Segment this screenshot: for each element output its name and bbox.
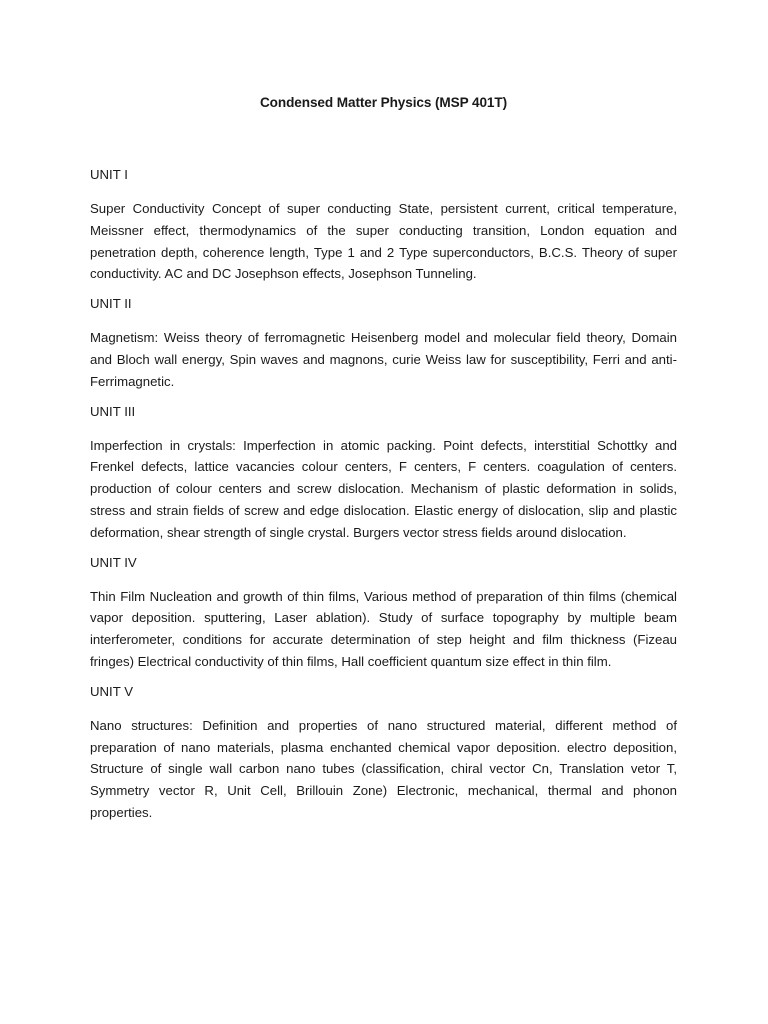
document-title: Condensed Matter Physics (MSP 401T)	[259, 95, 508, 110]
unit-heading: UNIT V	[90, 683, 133, 699]
unit-body: Nano structures: Definition and properties of nano structured material, different method of preparation of nano materials, plasma enchanted chemical vapor deposition. electro deposition, Structure of single wall carbon nano tubes (classification, chiral vector Cn, Translation vetor T, Symmetry vector R, Unit Cell, Brillouin Zone) Electronic, mechanical, thermal and phonon properties.	[90, 717, 677, 820]
unit-heading: UNIT IV	[90, 554, 137, 570]
unit-section-2	[90, 295, 677, 392]
unit-heading: UNIT II	[90, 296, 132, 312]
document-page	[90, 94, 677, 834]
unit-section-4	[90, 554, 677, 673]
unit-heading: UNIT I	[90, 167, 128, 182]
unit-section-5	[90, 683, 677, 824]
unit-section-1	[90, 166, 677, 285]
unit-section-3	[90, 403, 677, 544]
unit-body: Imperfection in crystals: Imperfection in atomic packing. Point defects, interstitial Schottky and Frenkel defects, lattice vacancies colour centers, F centers, F centers. coagulation of centers. production of colour centers and screw dislocation. Mechanism of plastic deformation in solids, stress and strain fields of screw and edge dislocation. Elastic energy of dislocation, slip and plastic deformation, shear strength of single crystal. Burgers vector stress fields around dislocation.	[90, 437, 677, 540]
unit-body: Magnetism: Weiss theory of ferromagnetic Heisenberg model and molecular field theory, Domain and Bloch wall energy, Spin waves and magnons, curie Weiss law for susceptibility, Ferri and anti-Ferrimagnetic.	[90, 330, 677, 389]
unit-body: Thin Film Nucleation and growth of thin films, Various method of preparation of thin films (chemical vapor deposition. sputtering, Laser ablation). Study of surface topography by multiple beam interferometer, conditions for accurate determination of step height and film thickness (Fizeau fringes) Electrical conductivity of thin films, Hall coefficient quantum size effect in thin film.	[90, 588, 677, 669]
unit-heading: UNIT III	[90, 403, 136, 419]
unit-body: Super Conductivity Concept of super conducting State, persistent current, critical temperature, Meissner effect, thermodynamics of the super conducting transition, London equation and penetration depth, coherence length, Type 1 and 2 Type superconductors, B.C.S. Theory of super conductivity. AC and DC Josephson effects, Josephson Tunneling.	[90, 201, 677, 282]
